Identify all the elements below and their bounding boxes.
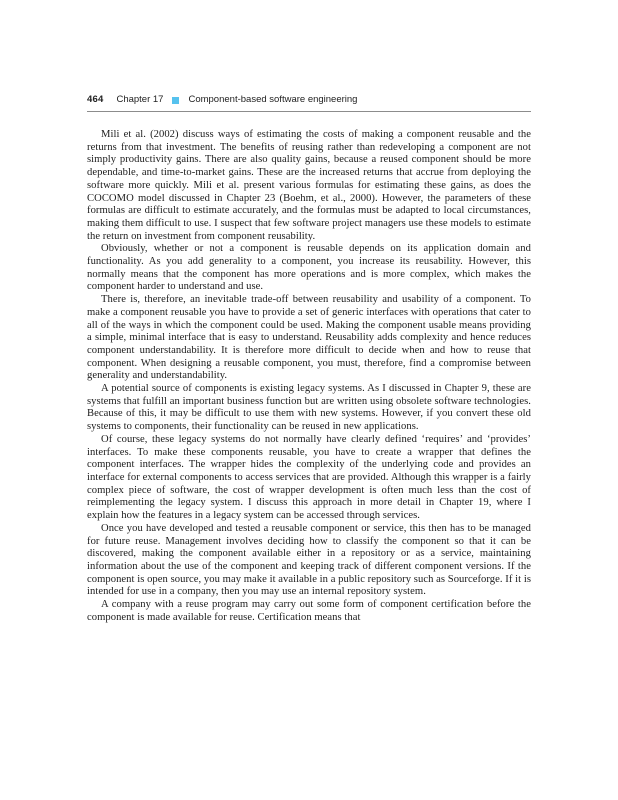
paragraph-1: Mili et al. (2002) discuss ways of estimating the costs of making a component reusable and the returns from that investment. The benefits of reusing rather than redeveloping a component are not simply productivity gains. There are also quality gains, because a reused component should be more dependable, and time-to-market gains. These are the increased returns that accrue from deploying the software more quickly. Mili et al. present various formulas for estimating these gains, as does the COCOMO model discussed in Chapter 23 (Boehm, et al., 2000). However, the parameters of these formulas are difficult to estimate accurately, and the formulas must be adapted to local circumstances, making them difficult to use. I suspect that few software project managers use these models to estimate the return on investment from component reusability. [87,129,531,242]
header-rule [87,111,531,112]
chapter-title: Component-based software engineering [188,94,358,105]
paragraph-6: Once you have developed and tested a reusable component or service, this then has to be managed for future reuse. Management involves deciding how to classify the component so that it can be discovered, making the component available either in a repository or as a service, maintaining information about the use of the component and keeping track of different component versions. If the component is open source, you may make it available in a public repository such as Sourceforge. If it is intended for use in a company, then you may use an internal repository system. [87,522,531,598]
paragraph-3: There is, therefore, an inevitable trade-off between reusability and usability of a component. To make a component reusable you have to provide a set of generic interfaces with operations that cater to all of the ways in which the component could be used. Making the component usable means providing a simple, minimal interface that is easy to understand. Reusability adds complexity and hence reduces component understandability. It is therefore more difficult to decide when and how to reuse that component. When designing a reusable component, you must, therefore, find a compromise between generality and understandability. [87,294,531,382]
paragraph-5: Of course, these legacy systems do not normally have clearly defined ‘requires’ and ‘provides’ interfaces. To make these components reusable, you have to create a wrapper that defines the component interfaces. The wrapper hides the complexity of the underlying code and provides an interface for external components to access services that are provided. Although this wrapper is a fairly complex piece of software, the cost of wrapper development is often much less than the cost of reimplementing the legacy system. I discuss this approach in more detail in Chapter 19, where I explain how the features in a legacy system can be accessed through services. [87,433,531,522]
section-marker-icon [172,97,179,104]
page-number: 464 [87,94,104,105]
chapter-label: Chapter 17 [116,94,164,105]
paragraph-4: A potential source of components is existing legacy systems. As I discussed in Chapter 9, these are systems that fulfill an important business function but are written using obsolete software technologies. Because of this, it may be difficult to use them with new systems. However, if you convert these old systems to components, their functionality can be reused in new applications. [87,383,531,433]
page-body [87,129,531,624]
page-header [87,94,531,106]
paragraph-7: A company with a reuse program may carry out some form of component certification before the component is made available for reuse. Certification means that [87,599,531,623]
paragraph-2: Obviously, whether or not a component is reusable depends on its application domain and functionality. As you add generality to a component, you increase its reusability. However, this normally means that the component has more operations and is more complex, which makes the component harder to understand and use. [87,243,531,293]
